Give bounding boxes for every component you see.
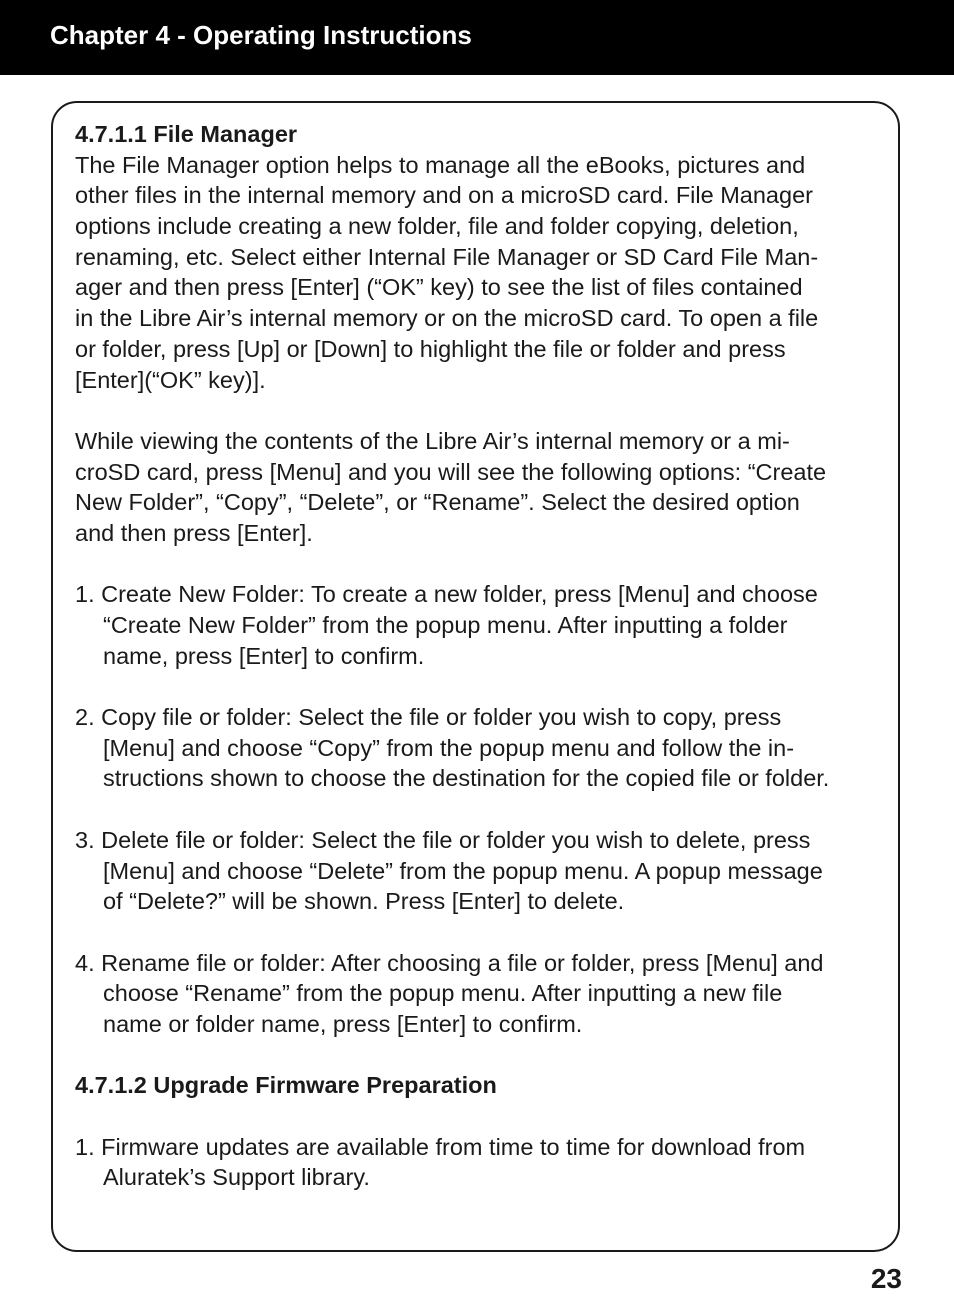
spacer xyxy=(75,1101,890,1132)
paragraph-line: in the Libre Air’s internal memory or on the microSD card. To open a file xyxy=(75,305,819,332)
spacer xyxy=(75,671,890,702)
paragraph-line: [Enter](“OK” key)]. xyxy=(75,366,266,393)
spacer xyxy=(75,794,890,825)
list-item-line: Aluratek’s Support library. xyxy=(103,1164,370,1191)
list-item-rename xyxy=(75,948,890,1040)
paragraph-line: croSD card, press [Menu] and you will see the following options: “Create xyxy=(75,458,827,485)
spacer xyxy=(75,917,890,948)
list-item-create-folder xyxy=(75,579,890,671)
chapter-title: Chapter 4 - Operating Instructions xyxy=(50,20,472,50)
list-item-line: 3. Delete file or folder: Select the file or folder you wish to delete, press xyxy=(75,826,811,853)
paragraph-line: other files in the internal memory and on a microSD card. File Manager xyxy=(75,182,813,209)
list-item-line: 1. Create New Folder: To create a new folder, press [Menu] and choose xyxy=(75,581,818,608)
paragraph-line: and then press [Enter]. xyxy=(75,519,313,546)
list-item-line: name or folder name, press [Enter] to confirm. xyxy=(103,1010,583,1037)
paragraph-line: or folder, press [Up] or [Down] to highlight the file or folder and press xyxy=(75,335,786,362)
paragraph-line: ager and then press [Enter] (“OK” key) to see the list of files contained xyxy=(75,274,803,301)
section-heading-file-manager: 4.7.1.1 File Manager xyxy=(75,121,298,147)
page-content xyxy=(75,119,890,1193)
chapter-header-bar xyxy=(0,0,954,75)
paragraph-line: New Folder”, “Copy”, “Delete”, or “Rename”. Select the desired option xyxy=(75,489,800,516)
spacer xyxy=(75,549,890,580)
list-item-line: 1. Firmware updates are available from time to time for download from xyxy=(75,1133,806,1160)
list-item-line: name, press [Enter] to confirm. xyxy=(103,642,425,669)
list-item-delete xyxy=(75,825,890,917)
paragraph-line: renaming, etc. Select either Internal File Manager or SD Card File Man- xyxy=(75,243,819,270)
paragraph-menu-options xyxy=(75,426,890,549)
section-heading-firmware: 4.7.1.2 Upgrade Firmware Preparation xyxy=(75,1072,497,1099)
list-item-firmware-updates xyxy=(75,1132,890,1193)
paragraph-line: While viewing the contents of the Libre Air’s internal memory or a mi- xyxy=(75,427,790,454)
list-item-line: structions shown to choose the destination for the copied file or folder. xyxy=(103,765,830,792)
spacer xyxy=(75,1040,890,1071)
list-item-copy xyxy=(75,702,890,794)
list-item-line: of “Delete?” will be shown. Press [Enter] to delete. xyxy=(103,888,625,915)
list-item-line: [Menu] and choose “Copy” from the popup menu and follow the in- xyxy=(103,734,795,761)
paragraph-file-manager-intro xyxy=(75,150,890,396)
list-item-line: 4. Rename file or folder: After choosing a file or folder, press [Menu] and xyxy=(75,949,824,976)
page-number: 23 xyxy=(870,1263,902,1294)
list-item-line: choose “Rename” from the popup menu. After inputting a new file xyxy=(103,980,783,1007)
paragraph-line: options include creating a new folder, file and folder copying, deletion, xyxy=(75,213,799,240)
list-item-line: [Menu] and choose “Delete” from the popup menu. A popup message xyxy=(103,857,823,884)
list-item-line: “Create New Folder” from the popup menu. After inputting a folder xyxy=(103,612,788,638)
spacer xyxy=(75,395,890,426)
paragraph-line: The File Manager option helps to manage all the eBooks, pictures and xyxy=(75,151,806,178)
list-item-line: 2. Copy file or folder: Select the file or folder you wish to copy, press xyxy=(75,704,782,731)
